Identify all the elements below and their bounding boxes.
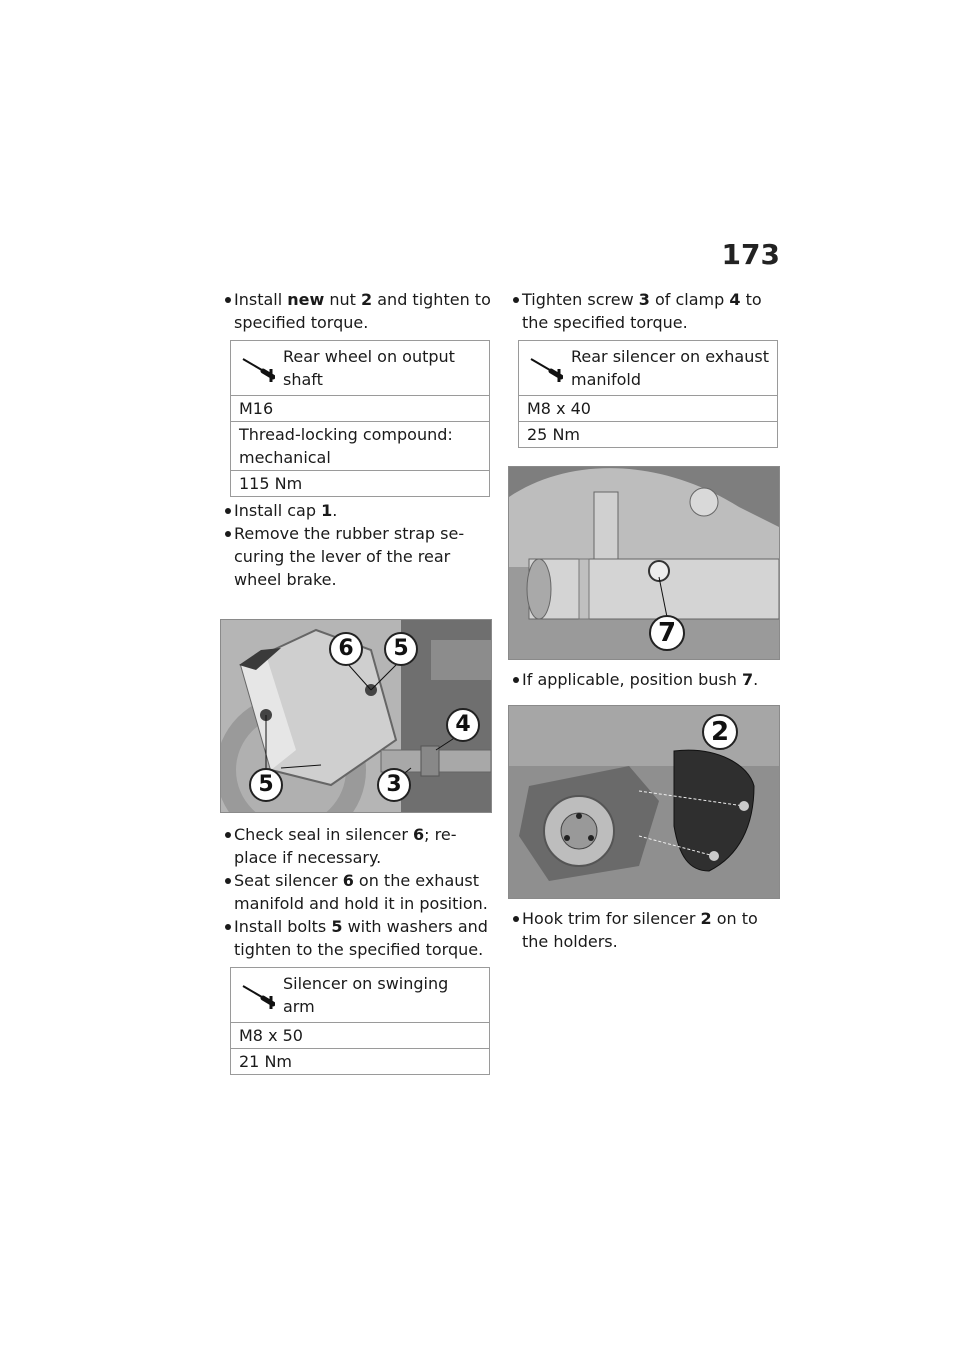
figure-bush: [508, 466, 780, 660]
spec-row: 115 Nm: [239, 474, 303, 493]
torque-wrench-icon: [241, 355, 275, 383]
step-install-cap: Install cap 1.: [220, 499, 492, 522]
step-hook-trim: Hook trim for silencer 2 on to the holders.: [508, 907, 780, 953]
spec-header: [231, 968, 489, 1023]
exhaust-pipe-illustration: [509, 467, 779, 659]
spec-row: M8 x 40: [519, 396, 777, 422]
callout-5b: 5: [249, 768, 283, 802]
spec-row: Thread-locking compound: mechanical: [231, 422, 489, 471]
spec-row: 25 Nm: [527, 425, 580, 444]
step-seat-silencer: Seat silencer 6 on the exhaust manifold and hold it in position.: [220, 869, 492, 915]
step-remove-strap: Remove the rubber strap securing the lever of the rear wheel brake.: [220, 522, 492, 591]
torque-wrench-icon: [529, 355, 563, 383]
callout-2: 2: [702, 714, 738, 750]
step-position-bush: If applicable, position bush 7.: [508, 668, 780, 691]
spec-table-rear-silencer: [518, 340, 778, 448]
spec-row: M8 x 50: [231, 1023, 489, 1049]
page-number: 173: [721, 238, 780, 271]
spec-title: Rear silencer on exhaust manifold: [571, 347, 769, 389]
spec-table-swinging-arm: [230, 967, 490, 1075]
callout-5: 5: [384, 632, 418, 666]
callout-4: 4: [446, 708, 480, 742]
callout-3: 3: [377, 768, 411, 802]
spec-title: Silencer on swinging arm: [283, 974, 449, 1016]
spec-row: M16: [231, 396, 489, 422]
figure-trim: [508, 705, 780, 899]
spec-row: 21 Nm: [239, 1052, 292, 1071]
left-column: [220, 288, 492, 1075]
callout-7: 7: [649, 615, 685, 651]
spec-header: [231, 341, 489, 396]
figure-silencer: [220, 619, 492, 813]
step-check-seal: Check seal in silencer 6; replace if necessary.: [220, 823, 492, 869]
spec-title: Rear wheel on output shaft: [283, 347, 455, 389]
silencer-trim-illustration: [509, 706, 779, 898]
right-column: [508, 288, 780, 953]
callout-6: 6: [329, 632, 363, 666]
spec-table-rear-wheel: [230, 340, 490, 497]
step-tighten-screw: Tighten screw 3 of clamp 4 to the specified torque.: [508, 288, 780, 334]
torque-wrench-icon: [241, 982, 275, 1010]
spec-header: [519, 341, 777, 396]
step-install-bolts: Install bolts 5 with washers and tighten to the specified torque.: [220, 915, 492, 961]
step-install-nut: Install new nut 2 and tighten to specified torque.: [220, 288, 492, 334]
